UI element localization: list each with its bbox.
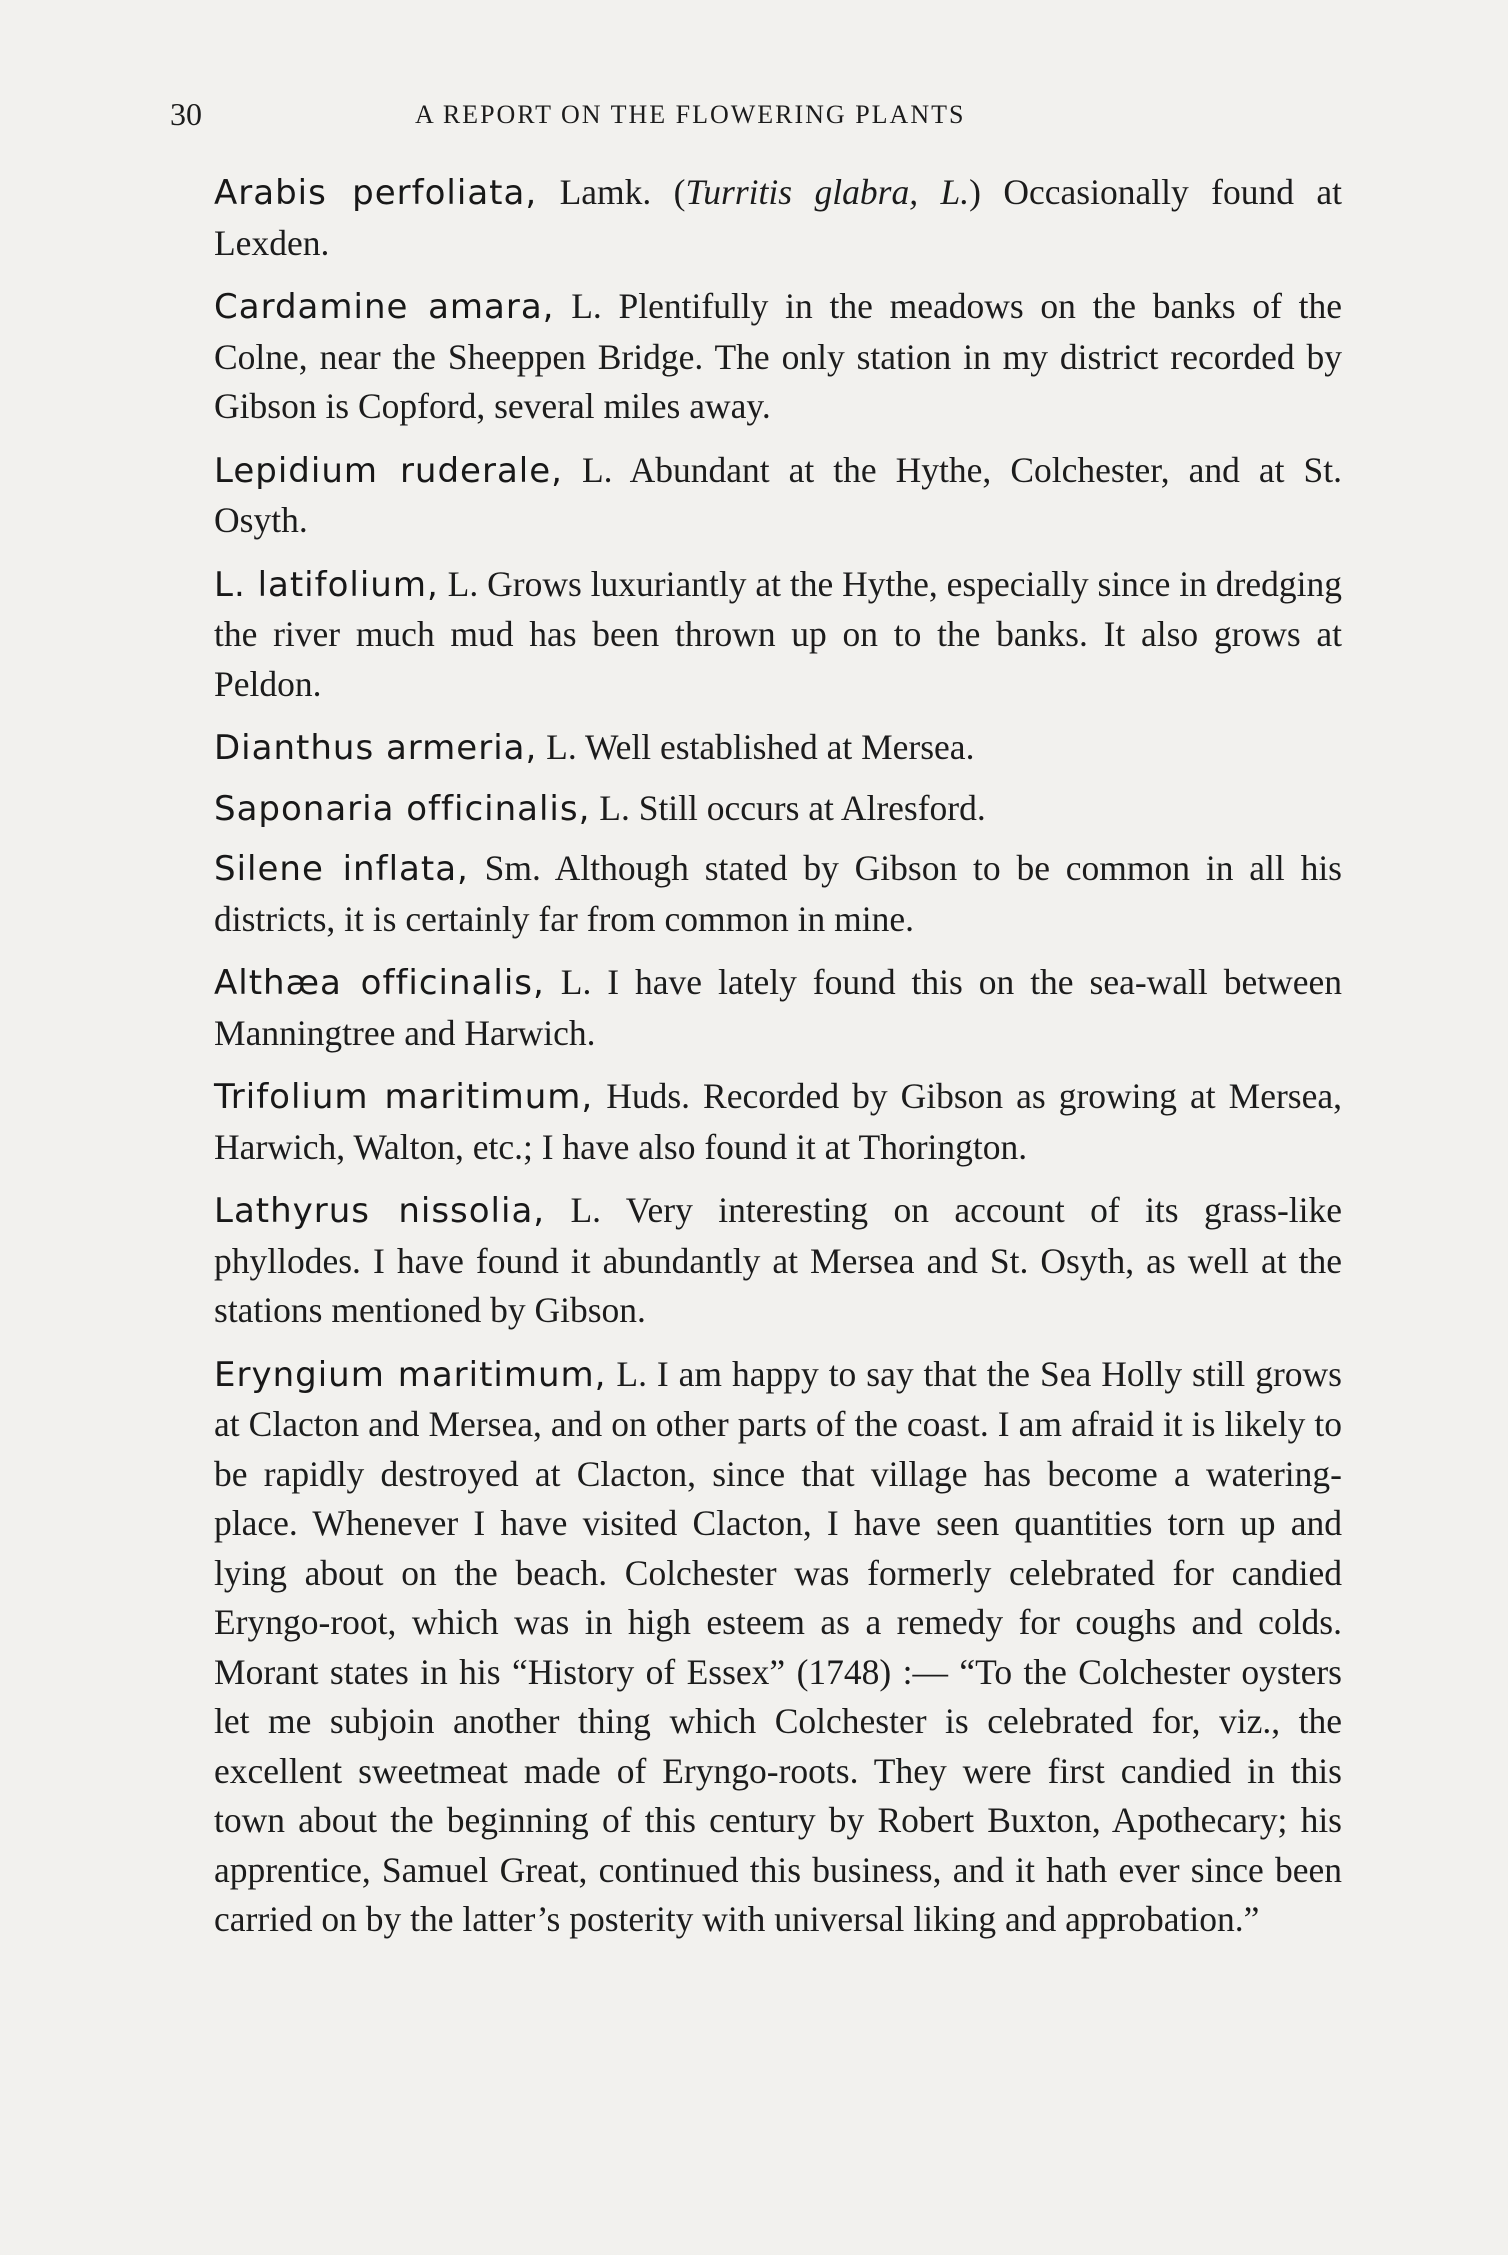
text-body xyxy=(170,168,1342,1959)
entry-dianthus-armeria: Dianthus armeria, L. Well established at Mersea. xyxy=(214,727,975,768)
entry-lepidium-ruderale: Lepidium ruderale, L. Abundant at the Hythe, Colchester, and at St. Osyth. xyxy=(214,449,1343,540)
entry-trifolium-maritimum: Trifolium maritimum, Huds. Recorded by Gibson as growing at Mersea, Harwich, Walton, etc.; I have also found it at Thorington. xyxy=(214,1076,1342,1167)
entry-arabis-perfoliata: Arabis perfoliata, Lamk. (Turritis glabra, L.) Occasionally found at Lexden. xyxy=(214,172,1342,263)
species-name: Silene inflata, xyxy=(214,849,469,889)
entry-cardamine-amara: Cardamine amara, L. Plentifully in the meadows on the banks of the Colne, near the Sheeppen Bridge. The only station in my district recorded by Gibson is Copford, several miles away. xyxy=(214,286,1343,426)
species-name: Arabis perfoliata, xyxy=(214,173,538,213)
synonym: Turritis glabra, L. xyxy=(685,172,970,212)
species-name: Eryngium maritimum, xyxy=(214,1354,607,1395)
entry-lepidium-latifolium: L. latifolium, L. Grows luxuriantly at the Hythe, especially since in dredging the river much mud has been thrown up on to the banks. It also grows at Peldon. xyxy=(214,563,1342,704)
page-number: 30 xyxy=(170,96,202,132)
species-name: Cardamine amara, xyxy=(214,287,555,327)
entry-lathyrus-nissolia: Lathyrus nissolia, L. Very interesting on account of its grass-like phyllodes. I have found it abundantly at Mersea and St. Osyth, as well at the stations mentioned by Gibson. xyxy=(214,1190,1343,1330)
species-name: L. latifolium, xyxy=(214,564,439,605)
entry-althaea-officinalis: Althæa officinalis, L. I have lately found this on the sea-wall between Manningtree and Harwich. xyxy=(214,962,1342,1053)
species-name: Lepidium ruderale, xyxy=(214,450,563,491)
entry-silene-inflata: Silene inflata, Sm. Although stated by Gibson to be common in all his districts, it is certainly far from common in mine. xyxy=(214,848,1342,939)
species-name: Saponaria officinalis, xyxy=(214,788,591,829)
entry-eryngium-maritimum: Eryngium maritimum, L. I am happy to say that the Sea Holly still grows at Clacton and Mersea, and on other parts of the coast. I am afraid it is likely to be rapidly destroyed at Clacton, since that village has become a watering-place. Whenever I have visited Clacton, I have seen quantities torn up and lying about on the beach. Colchester was formerly celebrated for candied Eryngo-root, which was in high esteem as a remedy for coughs and colds. Morant states in his “History of Essex” (1748) :— “To the Colchester oysters let me subjoin another thing which Colchester is celebrated for, viz., the excellent sweetmeat made of Eryngo-roots. They were first candied in this town about the beginning of this century by Robert Buxton, Apothecary; his apprentice, Samuel Great, continued this business, and it hath ever since been carried on by the latter’s posterity with universal liking and approbation.” xyxy=(214,1353,1342,1939)
species-name: Lathyrus nissolia, xyxy=(214,1191,546,1231)
species-name: Trifolium maritimum, xyxy=(214,1077,594,1117)
species-name: Dianthus armeria, xyxy=(214,728,538,768)
running-title: A REPORT ON THE FLOWERING PLANTS xyxy=(415,100,966,129)
species-name: Althæa officinalis, xyxy=(214,963,545,1003)
entry-saponaria-officinalis: Saponaria officinalis, L. Still occurs at Alresford. xyxy=(214,787,986,829)
running-header xyxy=(170,96,1370,136)
